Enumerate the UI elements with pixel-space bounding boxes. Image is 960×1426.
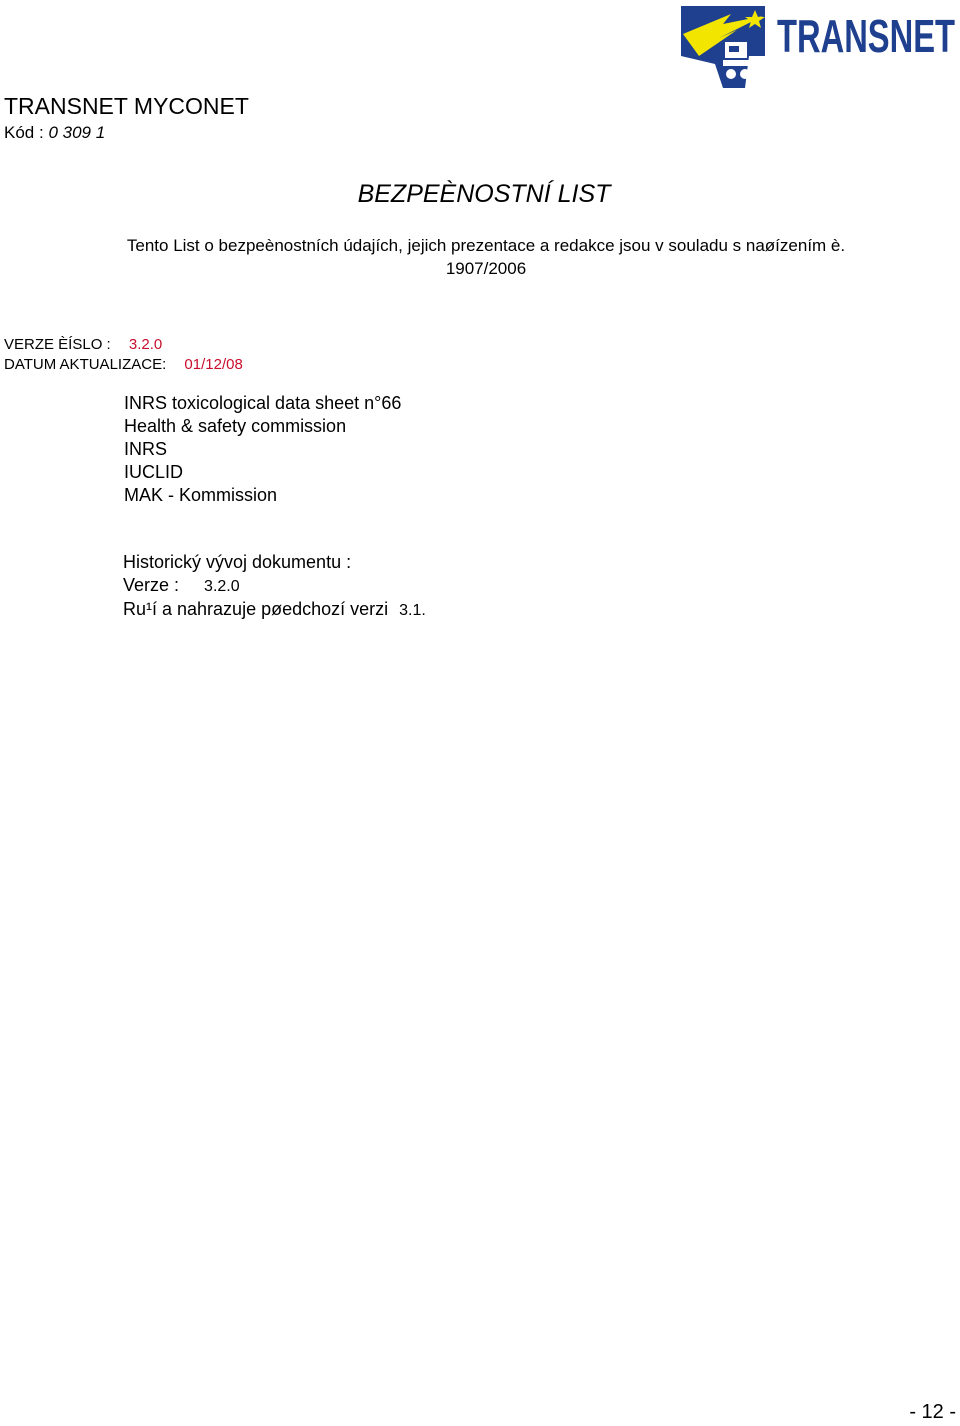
history-version-value: 3.2.0 xyxy=(204,578,240,595)
intro-text xyxy=(0,234,960,280)
source-item: IUCLID xyxy=(124,462,184,482)
company-name: TRANSNET MYCONET xyxy=(4,93,249,119)
document-title: BEZPEÈNOSTNÍ LIST xyxy=(357,180,611,208)
document-history xyxy=(123,551,426,622)
product-code-label: Kód xyxy=(4,123,35,142)
history-heading: Historický vývoj dokumentu : xyxy=(123,552,352,572)
intro-line-1: Tento List o bezpeènostních údajích, jejich prezentace a redakce jsou v souladu s naøízením è. xyxy=(126,236,846,255)
source-item: INRS toxicological data sheet n°66 xyxy=(124,393,402,413)
version-row xyxy=(4,336,162,353)
source-item: Health & safety commission xyxy=(124,416,347,436)
history-version-row xyxy=(123,574,426,598)
logo-wordmark: TRANSNET xyxy=(777,10,955,62)
history-replaces-row xyxy=(123,598,426,622)
version-label: VERZE ÈÍSLO : xyxy=(4,336,111,353)
history-version-label: Verze : xyxy=(123,575,180,595)
update-date-value: 01/12/08 xyxy=(184,356,243,369)
page-number: - 12 - xyxy=(909,1401,956,1423)
version-value: 3.2.0 xyxy=(128,336,163,353)
update-date-label: DATUM AKTUALIZACE: xyxy=(4,356,167,369)
product-code-value: 0 309 1 xyxy=(48,123,106,142)
update-date-row xyxy=(4,356,243,369)
intro-line-2: 1907/2006 xyxy=(445,259,527,278)
source-item: MAK - Kommission xyxy=(124,485,278,505)
history-replaces-text: Ru¹í a nahrazuje pøedchozí verzi xyxy=(123,599,389,619)
sources-list xyxy=(124,392,401,507)
transnet-logo xyxy=(679,4,957,88)
product-code-row: Kód : 0 309 1 xyxy=(4,123,106,142)
truck-emblem-icon xyxy=(681,6,765,88)
history-replaces-value: 3.1. xyxy=(399,602,426,619)
source-item: INRS xyxy=(124,439,168,459)
